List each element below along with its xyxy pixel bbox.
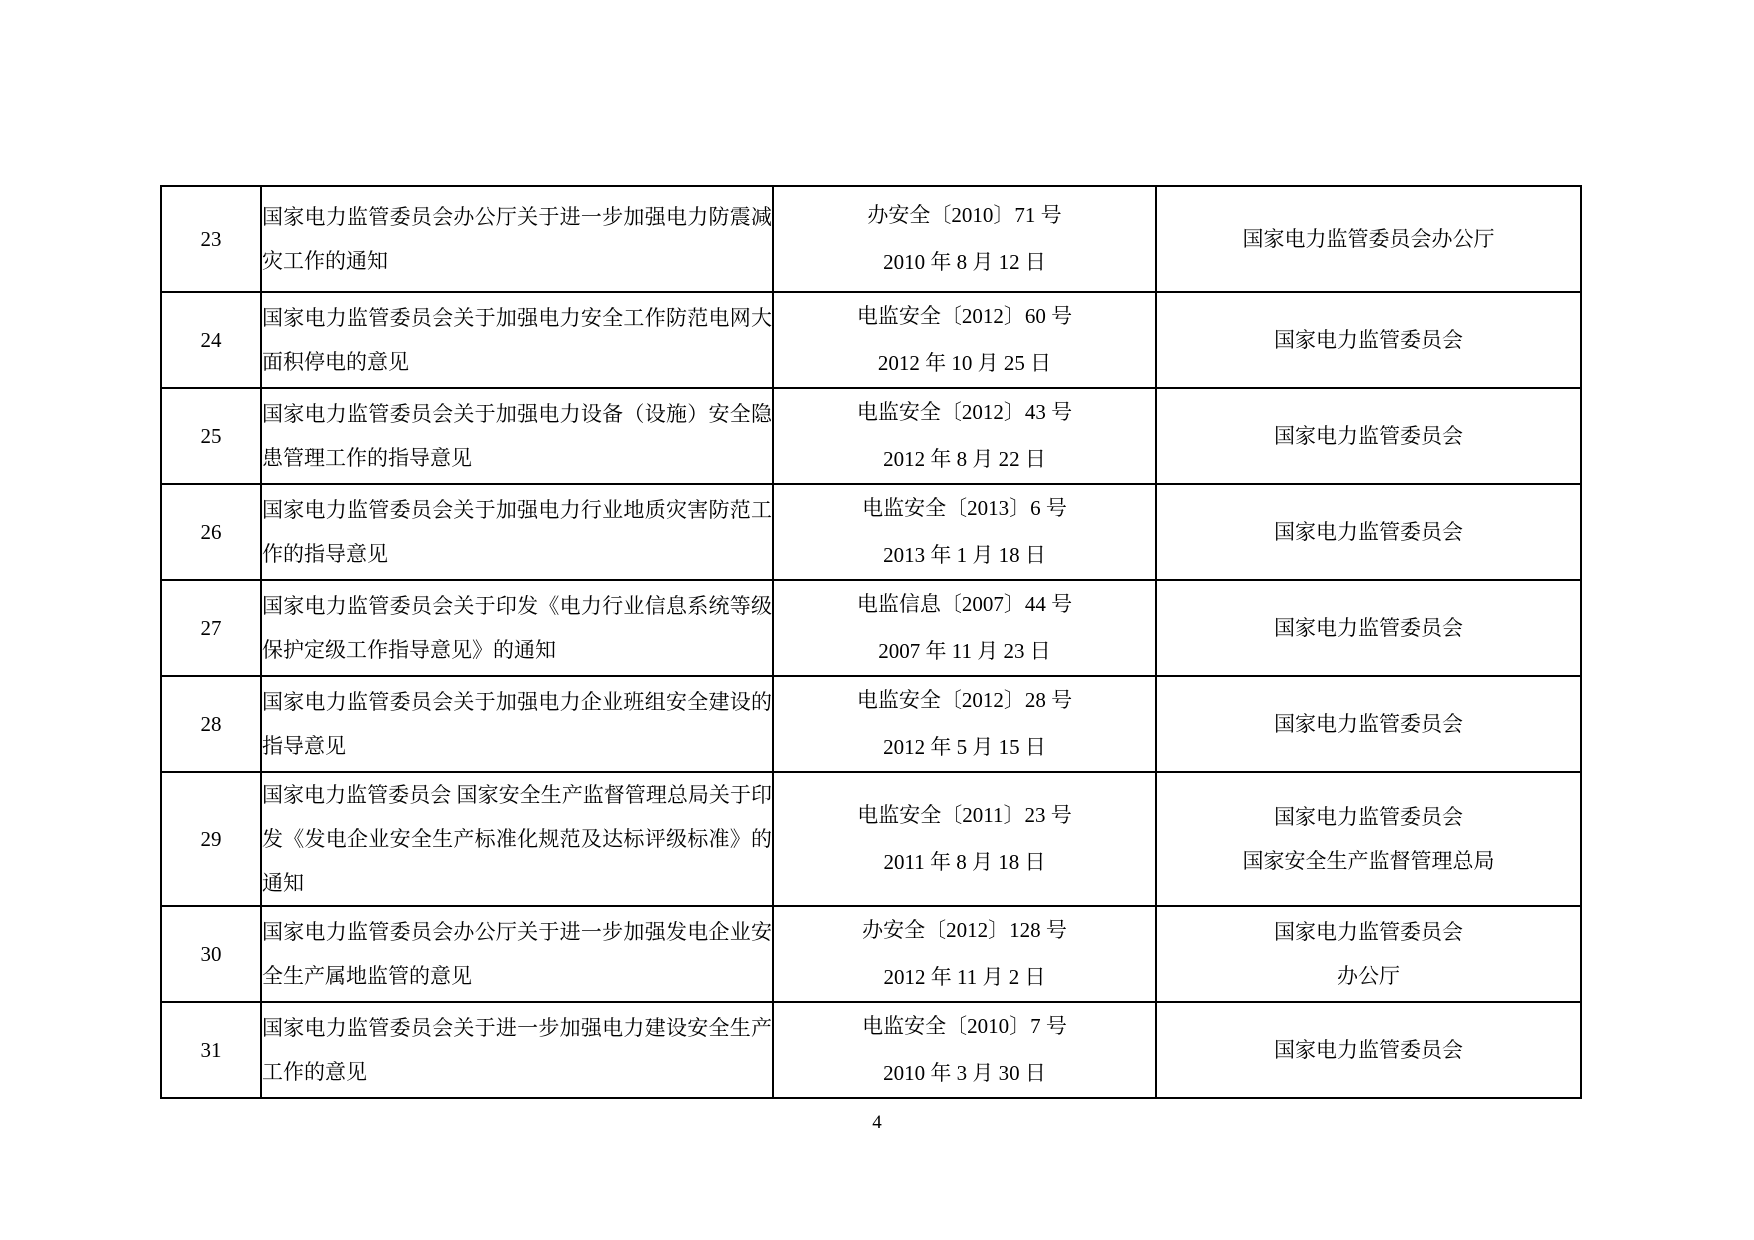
doc-number-cell [773, 292, 1156, 388]
issuer-cell [1156, 772, 1581, 906]
doc-date: 2007 年 11 月 23 日 [878, 639, 1051, 663]
table-row [161, 772, 1581, 906]
row-number-cell: 26 [161, 484, 261, 580]
doc-number-cell [773, 676, 1156, 772]
issuer-line: 国家电力监管委员会 [1274, 920, 1463, 944]
issuer-cell [1156, 1002, 1581, 1098]
doc-number: 电监安全〔2013〕6 号 [862, 496, 1067, 520]
regulation-table [160, 185, 1582, 1099]
issuer-line: 国家电力监管委员会 [1274, 1038, 1463, 1062]
doc-number-cell [773, 484, 1156, 580]
table-row [161, 186, 1581, 292]
issuer-cell [1156, 580, 1581, 676]
issuer-cell [1156, 484, 1581, 580]
row-number-cell: 31 [161, 1002, 261, 1098]
issuer-cell [1156, 292, 1581, 388]
doc-number: 电监安全〔2012〕60 号 [856, 304, 1073, 328]
table-row [161, 580, 1581, 676]
doc-number: 办安全〔2012〕128 号 [862, 918, 1067, 942]
issuer-line: 国家电力监管委员会 [1274, 520, 1463, 544]
regulation-table-body [161, 186, 1581, 1098]
doc-date: 2011 年 8 月 18 日 [883, 850, 1046, 874]
table-row [161, 676, 1581, 772]
title-cell: 国家电力监管委员会关于印发《电力行业信息系统等级保护定级工作指导意见》的通知 [261, 580, 773, 676]
doc-number: 电监信息〔2007〕44 号 [856, 592, 1073, 616]
page-number: 4 [872, 1112, 882, 1133]
row-number-cell: 24 [161, 292, 261, 388]
doc-date: 2012 年 5 月 15 日 [883, 735, 1046, 759]
row-number-cell: 28 [161, 676, 261, 772]
title-cell: 国家电力监管委员会关于加强电力行业地质灾害防范工作的指导意见 [261, 484, 773, 580]
title-cell: 国家电力监管委员会关于加强电力设备（设施）安全隐患管理工作的指导意见 [261, 388, 773, 484]
table-row [161, 484, 1581, 580]
issuer-line: 国家电力监管委员会 [1274, 712, 1463, 736]
doc-number-cell [773, 906, 1156, 1002]
issuer-cell [1156, 906, 1581, 1002]
row-number-cell: 27 [161, 580, 261, 676]
title-cell: 国家电力监管委员会办公厅关于进一步加强电力防震减灾工作的通知 [261, 186, 773, 292]
doc-date: 2013 年 1 月 18 日 [883, 543, 1046, 567]
doc-number-cell [773, 1002, 1156, 1098]
issuer-cell [1156, 676, 1581, 772]
title-cell: 国家电力监管委员会关于加强电力安全工作防范电网大面积停电的意见 [261, 292, 773, 388]
table-row [161, 906, 1581, 1002]
doc-date: 2012 年 8 月 22 日 [883, 447, 1046, 471]
table-row [161, 1002, 1581, 1098]
doc-date: 2010 年 8 月 12 日 [883, 250, 1046, 274]
doc-number: 办安全〔2010〕71 号 [867, 203, 1062, 227]
doc-date: 2012 年 11 月 2 日 [883, 965, 1046, 989]
title-cell: 国家电力监管委员会办公厅关于进一步加强发电企业安全生产属地监管的意见 [261, 906, 773, 1002]
table-row [161, 292, 1581, 388]
doc-number-cell [773, 186, 1156, 292]
title-cell: 国家电力监管委员会 国家安全生产监督管理总局关于印发《发电企业安全生产标准化规范及达标评级标准》的通知 [261, 772, 773, 906]
doc-number-cell [773, 772, 1156, 906]
doc-date: 2012 年 10 月 25 日 [877, 351, 1052, 375]
issuer-line: 国家电力监管委员会 [1274, 805, 1463, 829]
issuer-line: 办公厅 [1337, 964, 1400, 988]
doc-number: 电监安全〔2012〕28 号 [856, 688, 1073, 712]
row-number-cell: 23 [161, 186, 261, 292]
doc-number: 电监安全〔2010〕7 号 [862, 1014, 1067, 1038]
issuer-line: 国家安全生产监督管理总局 [1242, 849, 1495, 873]
row-number-cell: 29 [161, 772, 261, 906]
issuer-line: 国家电力监管委员会 [1274, 328, 1463, 352]
row-number-cell: 25 [161, 388, 261, 484]
table-row [161, 388, 1581, 484]
doc-number-cell [773, 388, 1156, 484]
doc-number: 电监安全〔2012〕43 号 [856, 400, 1073, 424]
issuer-cell [1156, 186, 1581, 292]
row-number-cell: 30 [161, 906, 261, 1002]
doc-number-cell [773, 580, 1156, 676]
doc-date: 2010 年 3 月 30 日 [883, 1061, 1046, 1085]
issuer-line: 国家电力监管委员会 [1274, 616, 1463, 640]
doc-number: 电监安全〔2011〕23 号 [857, 803, 1072, 827]
title-cell: 国家电力监管委员会关于进一步加强电力建设安全生产工作的意见 [261, 1002, 773, 1098]
issuer-cell [1156, 388, 1581, 484]
title-cell: 国家电力监管委员会关于加强电力企业班组安全建设的指导意见 [261, 676, 773, 772]
issuer-line: 国家电力监管委员会办公厅 [1242, 227, 1495, 251]
issuer-line: 国家电力监管委员会 [1274, 424, 1463, 448]
